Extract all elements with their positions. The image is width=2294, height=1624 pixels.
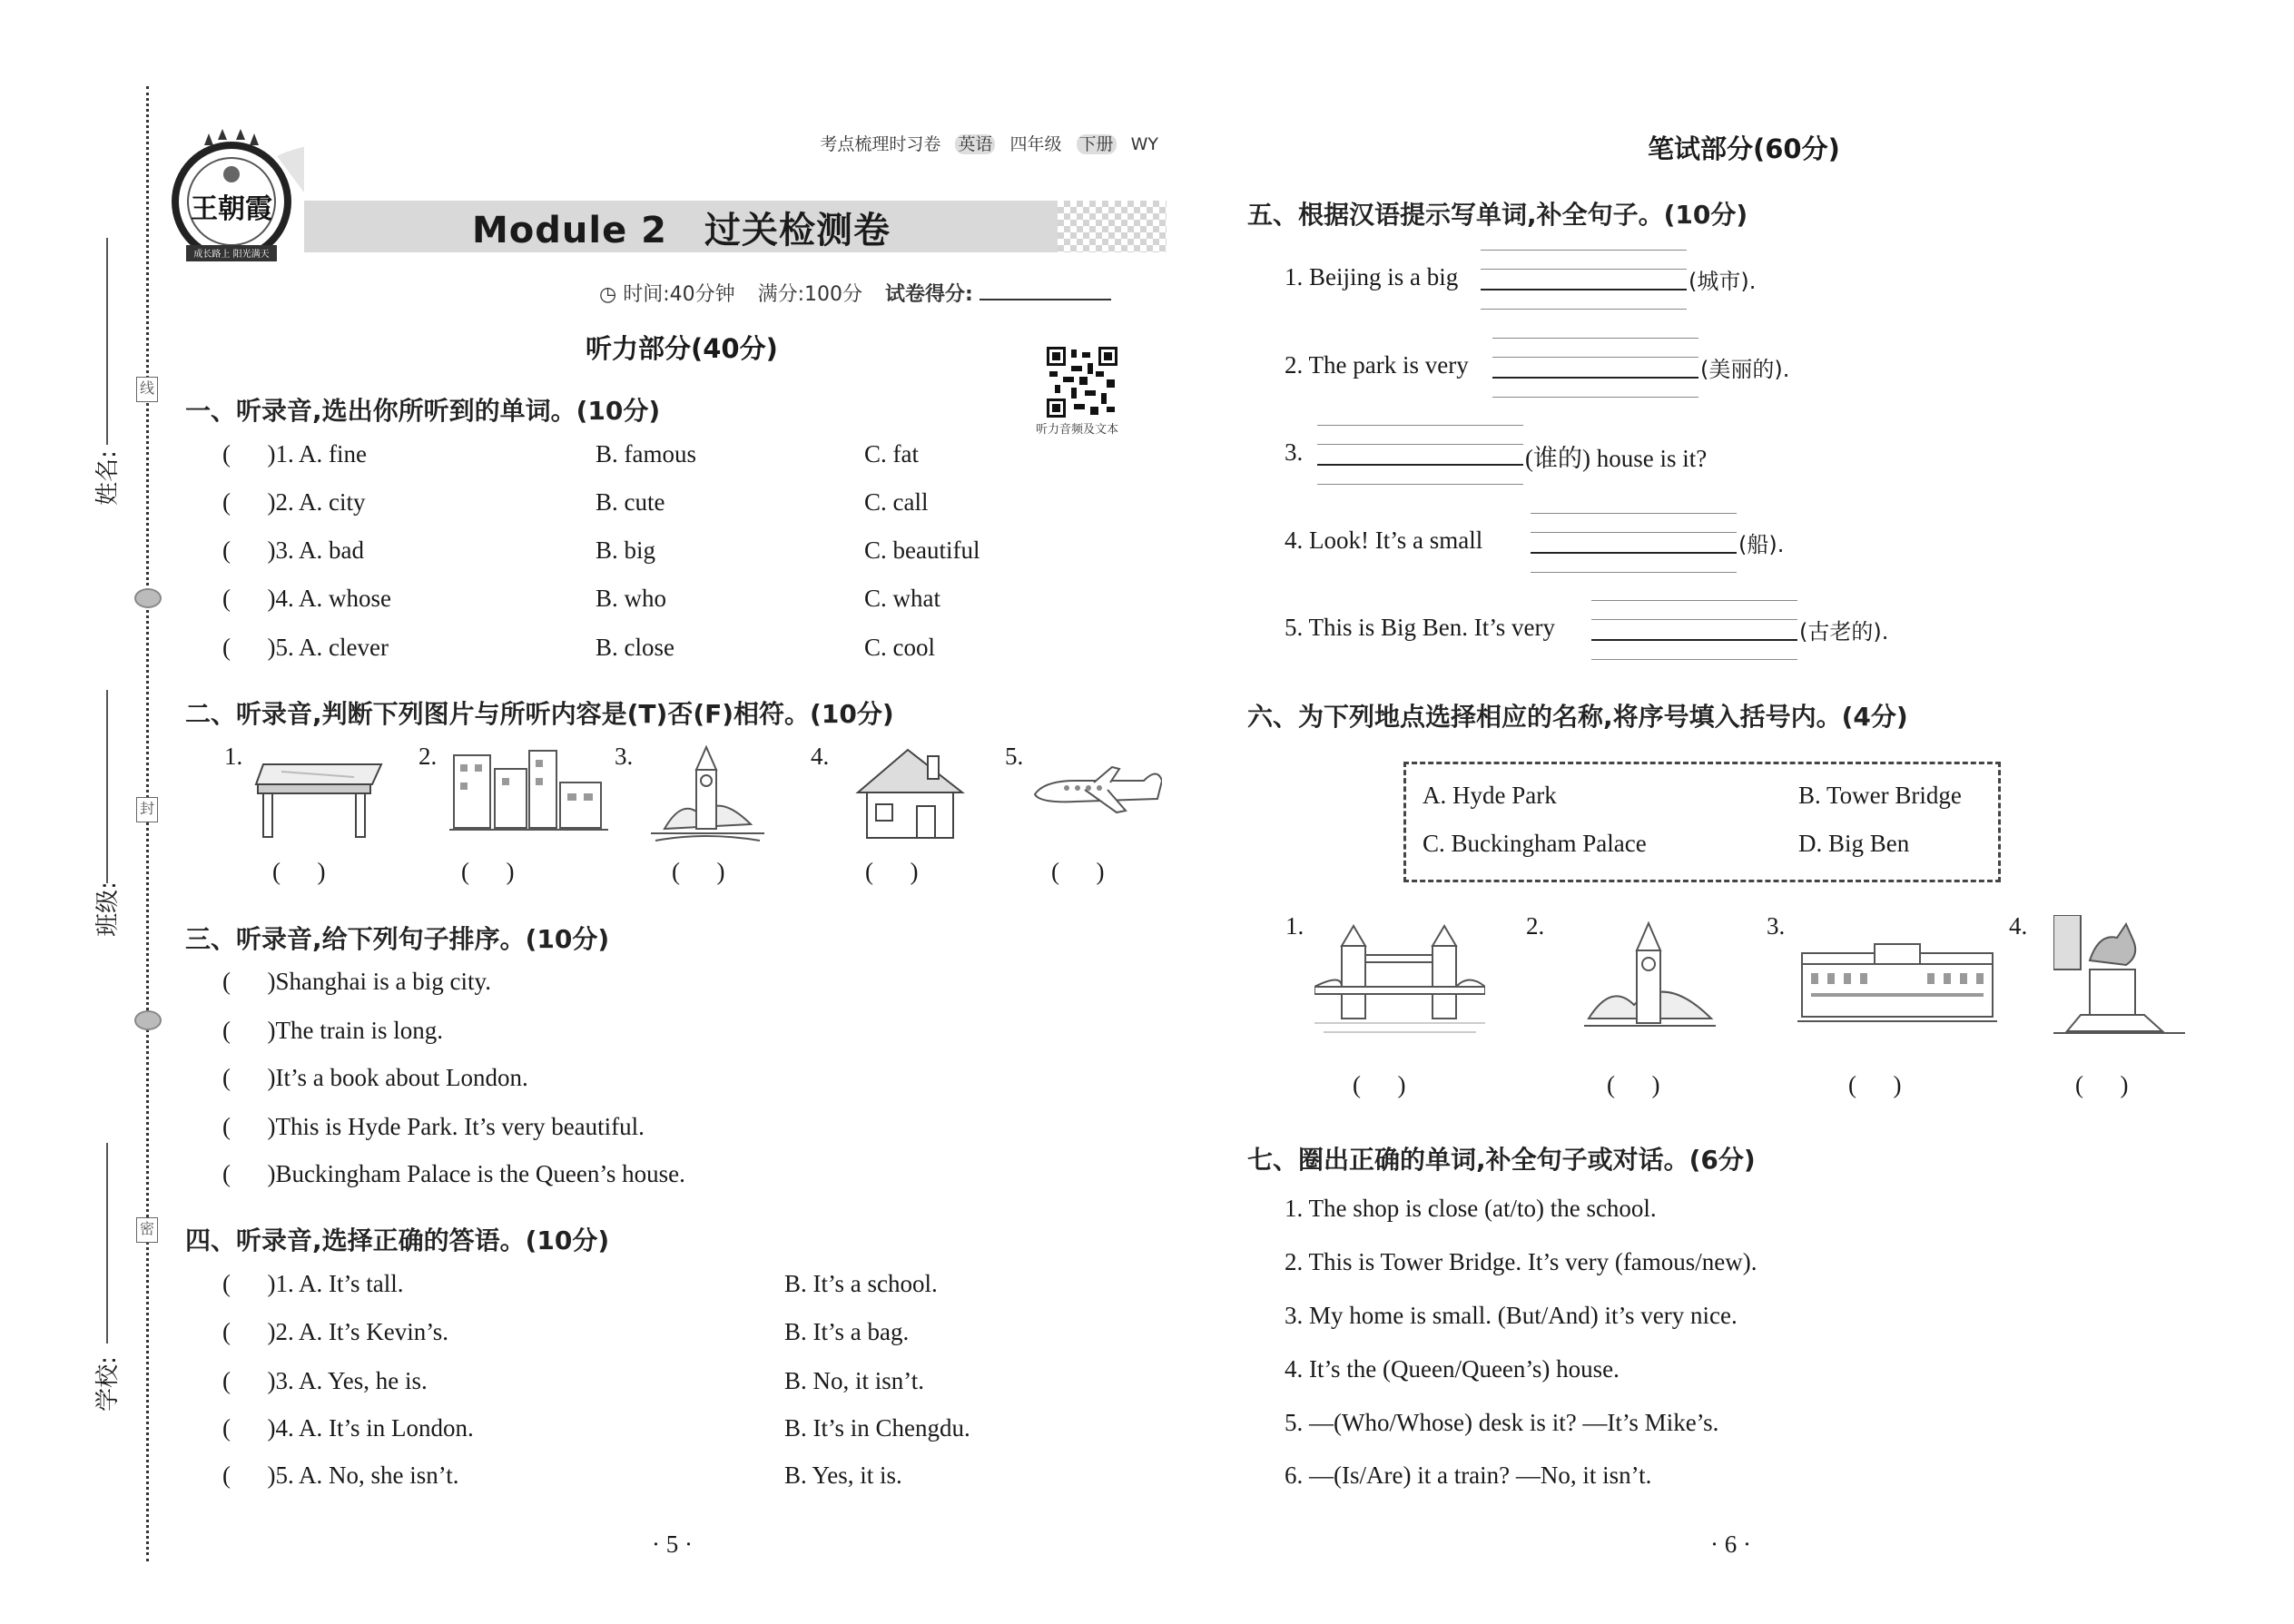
sentence: The train is long. xyxy=(275,1017,443,1044)
answer-blank[interactable]: ( ) xyxy=(222,440,276,468)
exam-info xyxy=(599,279,1111,307)
option-b: B. cute xyxy=(596,488,665,516)
answer-blank[interactable]: ( ) xyxy=(222,1113,276,1140)
option-c: C. call xyxy=(864,488,929,516)
writing-part-title: 笔试部分(60分) xyxy=(1648,133,1840,164)
answer-blank[interactable]: ( ) xyxy=(1353,1071,1406,1098)
option-a: 5. A. clever xyxy=(275,634,389,661)
fill-hint: (美丽的). xyxy=(1700,357,1790,382)
answer-blank[interactable]: ( ) xyxy=(2075,1071,2129,1098)
full-score: 满分:100分 xyxy=(757,283,863,306)
list-item xyxy=(222,1064,528,1092)
list-item xyxy=(222,1367,428,1395)
airplane-icon xyxy=(1030,758,1162,831)
picture-number: 5. xyxy=(1005,743,1024,770)
sentence: Buckingham Palace is the Queen’s house. xyxy=(275,1160,685,1187)
list-item xyxy=(222,585,391,613)
name-label: 姓名: xyxy=(94,450,122,506)
list-item xyxy=(222,1318,448,1346)
list-item xyxy=(222,968,491,996)
answer-blank[interactable]: ( ) xyxy=(461,858,515,885)
fill-hint: (古老的). xyxy=(1799,619,1889,645)
section-3-title: 三、听录音,给下列句子排序。(10分) xyxy=(185,924,610,954)
answer-blank[interactable]: ( ) xyxy=(222,1064,276,1091)
answer-blank[interactable]: ( ) xyxy=(222,1462,276,1489)
list-item xyxy=(222,440,367,468)
picture-number: 2. xyxy=(418,743,438,770)
section-1-title: 一、听录音,选出你所听到的单词。(10分) xyxy=(185,396,661,426)
picture-number: 2. xyxy=(1526,912,1545,940)
edition: WY xyxy=(1130,134,1158,154)
circle-word-item[interactable]: 6. —(Is/Are) it a train? —No, it isn’t. xyxy=(1285,1462,1652,1489)
seal-mark-feng: 封 xyxy=(136,797,158,822)
seal-mark-mi: 密 xyxy=(136,1217,158,1243)
place-option: A. Hyde Park xyxy=(1423,782,1557,809)
answer-blank[interactable]: ( ) xyxy=(222,1367,276,1394)
listening-part-title: 听力部分(40分) xyxy=(586,333,778,364)
list-item xyxy=(222,1462,459,1490)
writing-lines[interactable] xyxy=(1531,513,1737,573)
fill-prefix: 5. This is Big Ben. It’s very xyxy=(1285,614,1556,641)
fill-prefix: 2. The park is very xyxy=(1285,351,1469,379)
list-item xyxy=(222,1017,443,1045)
section-2-title: 二、听录音,判断下列图片与所听内容是(T)否(F)相符。(10分) xyxy=(185,699,894,729)
tower-bridge-icon xyxy=(1314,919,1485,1041)
option-a: 2. A. It’s Kevin’s. xyxy=(275,1318,448,1345)
answer-blank[interactable]: ( ) xyxy=(222,488,276,516)
option-b: B. It’s in Chengdu. xyxy=(784,1414,970,1442)
writing-lines[interactable] xyxy=(1492,338,1698,398)
knot-icon xyxy=(134,1010,162,1030)
list-item xyxy=(222,1270,403,1298)
time-limit: 时间:40分钟 xyxy=(623,283,735,306)
writing-lines[interactable] xyxy=(1591,600,1797,660)
circle-word-item[interactable]: 4. It’s the (Queen/Queen’s) house. xyxy=(1285,1355,1620,1383)
answer-blank[interactable]: ( ) xyxy=(222,1017,276,1044)
answer-blank[interactable]: ( ) xyxy=(1848,1071,1902,1098)
writing-lines[interactable] xyxy=(1317,425,1523,485)
brand-logo xyxy=(168,129,304,279)
checker-decoration xyxy=(1058,201,1167,252)
picture-number: 4. xyxy=(811,743,830,770)
place-option: B. Tower Bridge xyxy=(1798,782,1962,809)
writing-lines[interactable] xyxy=(1481,250,1687,310)
option-a: 2. A. city xyxy=(275,488,366,516)
sentence: This is Hyde Park. It’s very beautiful. xyxy=(275,1113,645,1140)
volume: 下册 xyxy=(1077,134,1117,154)
option-c: C. what xyxy=(864,585,940,612)
option-c: C. fat xyxy=(864,440,919,468)
answer-blank[interactable]: ( ) xyxy=(272,858,326,885)
list-item xyxy=(222,634,389,662)
list-item xyxy=(222,488,365,517)
score-field[interactable] xyxy=(980,299,1111,300)
qr-code-icon[interactable] xyxy=(1047,346,1117,418)
option-a: 4. A. whose xyxy=(275,585,391,612)
logo-emblem-icon xyxy=(168,129,304,279)
table-icon xyxy=(254,746,386,844)
option-a: 3. A. Yes, he is. xyxy=(275,1367,428,1394)
place-option: C. Buckingham Palace xyxy=(1423,830,1647,857)
binding-cut-line xyxy=(146,86,149,1561)
answer-blank[interactable]: ( ) xyxy=(222,634,276,661)
qr-caption: 听力音频及文本 xyxy=(1036,422,1119,436)
option-b: B. close xyxy=(596,634,674,661)
picture-number: 1. xyxy=(1285,912,1305,940)
page-title: Module 2 过关检测卷 xyxy=(472,210,891,251)
svg-text:成长路上 阳光满天: 成长路上 阳光满天 xyxy=(193,250,270,260)
fill-prefix: 3. xyxy=(1285,438,1304,466)
option-b: B. Yes, it is. xyxy=(784,1462,902,1489)
fill-hint: (谁的) house is it? xyxy=(1525,445,1708,472)
section-4-title: 四、听录音,选择正确的答语。(10分) xyxy=(185,1225,610,1255)
fill-prefix: 4. Look! It’s a small xyxy=(1285,527,1483,554)
section-7-title: 七、圈出正确的单词,补全句子或对话。(6分) xyxy=(1247,1145,1756,1175)
grade: 四年级 xyxy=(1009,134,1062,154)
school-field-line[interactable] xyxy=(106,1143,108,1343)
circle-word-item[interactable]: 5. —(Who/Whose) desk is it? —It’s Mike’s. xyxy=(1285,1409,1719,1436)
option-a: 1. A. It’s tall. xyxy=(275,1270,404,1297)
circle-word-item[interactable]: 2. This is Tower Bridge. It’s very (famous/new). xyxy=(1285,1248,1757,1275)
answer-blank[interactable]: ( ) xyxy=(222,1414,276,1442)
option-a: 1. A. fine xyxy=(275,440,367,468)
big-ben-icon xyxy=(1584,919,1716,1041)
fill-hint: (船). xyxy=(1738,532,1785,557)
circle-word-item[interactable]: 3. My home is small. (But/And) it’s very nice. xyxy=(1285,1302,1738,1329)
page-number-right: · 6 · xyxy=(1710,1530,1751,1558)
list-item xyxy=(222,1113,645,1141)
answer-blank[interactable]: ( ) xyxy=(222,968,276,995)
picture-number: 3. xyxy=(615,743,634,770)
svg-text:王朝霞: 王朝霞 xyxy=(191,193,272,225)
answer-blank[interactable]: ( ) xyxy=(222,1160,276,1187)
option-b: B. famous xyxy=(596,440,696,468)
page-number-left: · 5 · xyxy=(652,1530,693,1558)
answer-blank[interactable]: ( ) xyxy=(222,585,276,612)
list-item xyxy=(222,1414,474,1442)
answer-blank[interactable]: ( ) xyxy=(865,858,919,885)
options-box xyxy=(1403,762,2001,882)
class-field-line[interactable] xyxy=(106,690,108,883)
palace-icon xyxy=(1797,935,1997,1030)
score-label: 试卷得分: xyxy=(885,283,973,306)
seal-mark-xian: 线 xyxy=(136,377,158,402)
clock-icon: ◷ xyxy=(599,283,617,306)
answer-blank[interactable]: ( ) xyxy=(222,1270,276,1297)
option-b: B. big xyxy=(596,536,656,564)
picture-number: 1. xyxy=(224,743,243,770)
answer-blank[interactable]: ( ) xyxy=(1607,1071,1660,1098)
sentence: Shanghai is a big city. xyxy=(275,968,491,995)
subject: 英语 xyxy=(955,134,995,154)
class-label: 班级: xyxy=(94,881,122,937)
statue-icon xyxy=(2053,915,2185,1042)
option-b: B. who xyxy=(596,585,667,612)
option-c: C. beautiful xyxy=(864,536,980,564)
option-b: B. It’s a school. xyxy=(784,1270,938,1297)
answer-blank[interactable]: ( ) xyxy=(672,858,725,885)
fill-prefix: 1. Beijing is a big xyxy=(1285,263,1459,290)
name-field-line[interactable] xyxy=(106,238,108,445)
option-a: 4. A. It’s in London. xyxy=(275,1414,474,1442)
option-a: 3. A. bad xyxy=(275,536,364,564)
option-b: B. It’s a bag. xyxy=(784,1318,910,1345)
option-c: C. cool xyxy=(864,634,935,661)
book-header xyxy=(820,131,1158,155)
section-5-title: 五、根据汉语提示写单词,补全句子。(10分) xyxy=(1247,200,1748,230)
option-b: B. No, it isn’t. xyxy=(784,1367,925,1394)
list-item xyxy=(222,536,364,565)
picture-number: 3. xyxy=(1767,912,1786,940)
circle-word-item[interactable]: 1. The shop is close (at/to) the school. xyxy=(1285,1195,1657,1222)
city-buildings-icon xyxy=(449,746,608,837)
section-6-title: 六、为下列地点选择相应的名称,将序号填入括号内。(4分) xyxy=(1247,702,1908,732)
picture-number: 4. xyxy=(2009,912,2028,940)
series-name: 考点梳理时习卷 xyxy=(820,134,941,154)
answer-blank[interactable]: ( ) xyxy=(222,536,276,564)
list-item xyxy=(222,1160,685,1188)
knot-icon xyxy=(134,588,162,608)
answer-blank[interactable]: ( ) xyxy=(1051,858,1105,885)
school-label: 学校: xyxy=(94,1356,122,1412)
place-option: D. Big Ben xyxy=(1798,830,1910,857)
sentence: It’s a book about London. xyxy=(275,1064,528,1091)
fill-hint: (城市). xyxy=(1689,269,1757,294)
option-a: 5. A. No, she isn’t. xyxy=(275,1462,459,1489)
house-icon xyxy=(853,743,967,844)
answer-blank[interactable]: ( ) xyxy=(222,1318,276,1345)
big-ben-icon xyxy=(651,743,764,847)
